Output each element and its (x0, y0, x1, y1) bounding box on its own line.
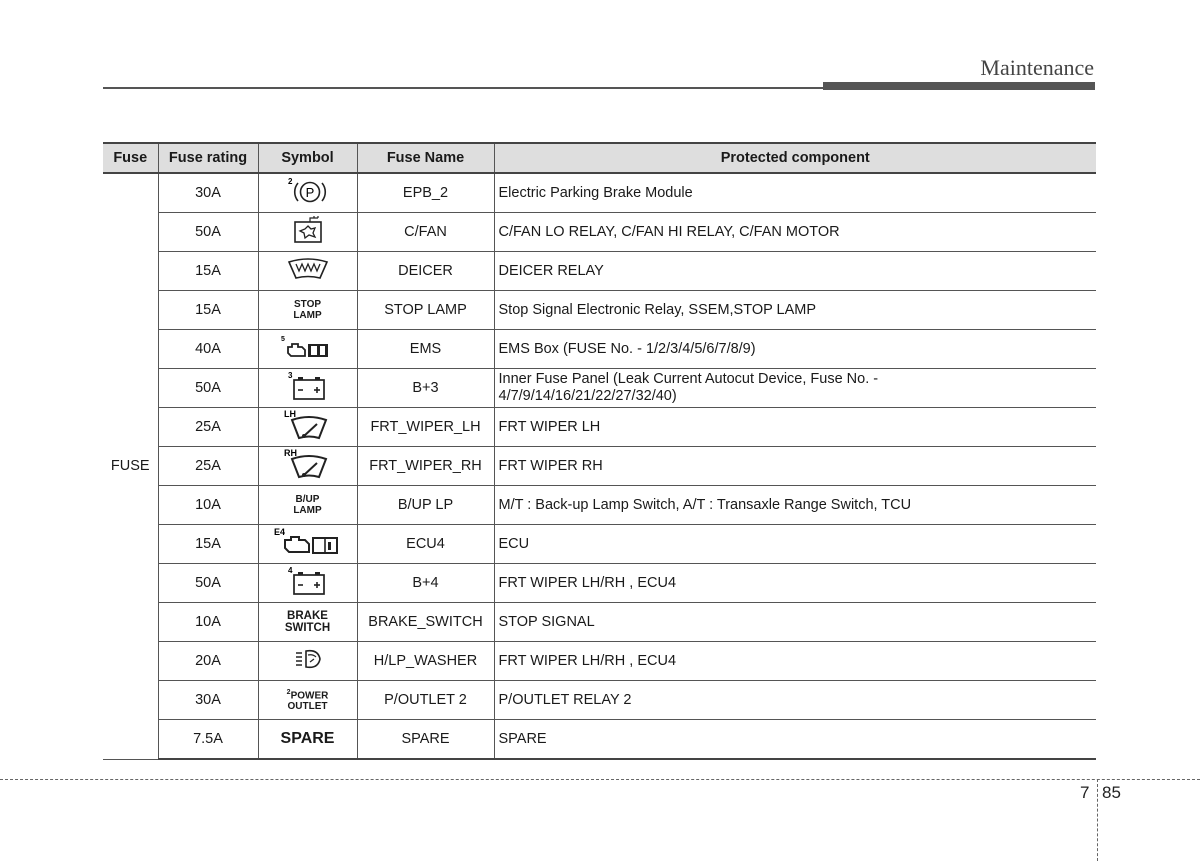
fuse-rating-cell: 20A (158, 642, 258, 681)
protected-component-cell: Stop Signal Electronic Relay, SSEM,STOP LAMP (494, 291, 1096, 330)
fuse-symbol-cell (258, 252, 357, 291)
fuse-symbol-cell (258, 486, 357, 525)
table-row (103, 564, 1096, 603)
fuse-rating-cell: 50A (158, 564, 258, 603)
table-row (103, 681, 1096, 720)
col-header-name: Fuse Name (357, 143, 494, 173)
fuse-name-cell: EMS (357, 330, 494, 369)
table-row (103, 213, 1096, 252)
protected-component-cell: ECU (494, 525, 1096, 564)
table-row (103, 447, 1096, 486)
component-line: 4/7/9/14/16/21/22/27/32/40) (498, 388, 677, 404)
protected-component-cell: M/T : Back-up Lamp Switch, A/T : Transaxle Range Switch, TCU (494, 486, 1096, 525)
fuse-rating-cell: 10A (158, 486, 258, 525)
symbol-label-line: SWITCH (284, 621, 331, 634)
fuse-symbol-cell (258, 603, 357, 642)
table-row (103, 291, 1096, 330)
svg-text:4: 4 (287, 566, 292, 575)
wiper-icon (282, 447, 334, 485)
fuse-symbol-cell (258, 173, 357, 213)
col-header-symbol: Symbol (258, 143, 357, 173)
symbol-spare-label: SPARE (280, 730, 335, 747)
table-row (103, 603, 1096, 642)
symbol-label-line: LAMP (293, 309, 322, 321)
fuse-rating-cell: 15A (158, 252, 258, 291)
parking-brake-icon (284, 175, 332, 211)
fuse-name-cell: STOP LAMP (357, 291, 494, 330)
fuse-symbol-cell (258, 330, 357, 369)
fuse-table (103, 142, 1096, 760)
fuse-name-cell: P/OUTLET 2 (357, 681, 494, 720)
protected-component-cell: SPARE (494, 720, 1096, 760)
col-header-component: Protected component (494, 143, 1096, 173)
symbol-text-label (293, 299, 321, 321)
symbol-label-line: STOP (293, 298, 322, 310)
page-divider (0, 779, 1200, 780)
fuse-symbol-cell (258, 564, 357, 603)
protected-component-cell: FRT WIPER LH/RH , ECU4 (494, 642, 1096, 681)
table-row (103, 408, 1096, 447)
protected-component-cell: DEICER RELAY (494, 252, 1096, 291)
fuse-symbol-cell (258, 291, 357, 330)
fuse-symbol-cell (258, 369, 357, 408)
symbol-text-label (293, 494, 321, 516)
symbol-label-line: BRAKE (287, 609, 328, 622)
table-row (103, 525, 1096, 564)
symbol-label-line: B/UP (295, 493, 320, 505)
fuse-name-cell: DEICER (357, 252, 494, 291)
chapter-number: 7 (1080, 783, 1090, 802)
engine-manual-icon (280, 331, 336, 367)
fuse-group-cell: FUSE (103, 173, 158, 759)
table-row (103, 369, 1096, 408)
fuse-name-cell: B+4 (357, 564, 494, 603)
fuse-symbol-cell (258, 720, 357, 760)
fuse-name-cell: B+3 (357, 369, 494, 408)
section-title: Maintenance (980, 55, 1094, 80)
svg-text:LH: LH (283, 409, 296, 419)
table-row (103, 173, 1096, 213)
svg-text:2: 2 (287, 177, 292, 186)
symbol-label-line: LAMP (293, 504, 322, 516)
svg-text:RH: RH (283, 448, 297, 458)
symbol-label-line: POWER (290, 690, 329, 702)
col-header-fuse: Fuse (103, 143, 158, 173)
headlamp-washer-icon (288, 644, 328, 678)
fuse-name-cell: FRT_WIPER_LH (357, 408, 494, 447)
svg-text:E4: E4 (273, 527, 285, 537)
fuse-rating-cell: 15A (158, 525, 258, 564)
battery-icon (285, 369, 331, 407)
fuse-symbol-cell (258, 642, 357, 681)
fuse-rating-cell: 30A (158, 173, 258, 213)
symbol-label-line: OUTLET (287, 701, 328, 713)
fuse-rating-cell: 50A (158, 213, 258, 252)
table-row (103, 330, 1096, 369)
svg-text:3: 3 (287, 371, 292, 380)
wiper-icon (282, 408, 334, 446)
fuse-name-cell: H/LP_WASHER (357, 642, 494, 681)
engine-manual-icon (273, 526, 343, 562)
svg-text:P: P (305, 185, 314, 200)
fuse-rating-cell: 50A (158, 369, 258, 408)
protected-component-cell: FRT WIPER LH/RH , ECU4 (494, 564, 1096, 603)
cooling-fan-icon (288, 214, 328, 250)
fuse-symbol-cell (258, 447, 357, 486)
battery-icon (285, 564, 331, 602)
header-rule (103, 87, 1095, 89)
symbol-text-label (285, 610, 330, 634)
protected-component-cell (494, 369, 1096, 408)
fuse-rating-cell: 7.5A (158, 720, 258, 760)
fuse-rating-cell: 30A (158, 681, 258, 720)
svg-text:5: 5 (280, 336, 285, 343)
fuse-symbol-cell (258, 681, 357, 720)
fuse-rating-cell: 15A (158, 291, 258, 330)
fuse-rating-cell: 25A (158, 408, 258, 447)
component-line: Inner Fuse Panel (Leak Current Autocut Device, Fuse No. - (498, 371, 879, 387)
fuse-rating-cell: 10A (158, 603, 258, 642)
protected-component-cell: FRT WIPER RH (494, 447, 1096, 486)
col-header-rating: Fuse rating (158, 143, 258, 173)
page-number: 85 (1102, 783, 1121, 802)
fuse-symbol-cell (258, 213, 357, 252)
symbol-superscript: 2 (286, 688, 291, 696)
fuse-name-cell: BRAKE_SWITCH (357, 603, 494, 642)
protected-component-cell: STOP SIGNAL (494, 603, 1096, 642)
table-row (103, 252, 1096, 291)
fuse-name-cell: B/UP LP (357, 486, 494, 525)
protected-component-cell: FRT WIPER LH (494, 408, 1096, 447)
fuse-name-cell: FRT_WIPER_RH (357, 447, 494, 486)
fuse-name-cell: C/FAN (357, 213, 494, 252)
fuse-symbol-cell (258, 525, 357, 564)
page-divider-vertical (1097, 779, 1098, 861)
fuse-rating-cell: 25A (158, 447, 258, 486)
table-header-row (103, 143, 1096, 173)
table-row (103, 486, 1096, 525)
protected-component-cell: C/FAN LO RELAY, C/FAN HI RELAY, C/FAN MOTOR (494, 213, 1096, 252)
protected-component-cell: P/OUTLET RELAY 2 (494, 681, 1096, 720)
protected-component-cell: Electric Parking Brake Module (494, 173, 1096, 213)
symbol-text-label (287, 687, 329, 712)
fuse-symbol-cell (258, 408, 357, 447)
fuse-name-cell: ECU4 (357, 525, 494, 564)
fuse-name-cell: SPARE (357, 720, 494, 760)
fuse-rating-cell: 40A (158, 330, 258, 369)
deicer-icon (284, 254, 332, 288)
fuse-name-cell: EPB_2 (357, 173, 494, 213)
table-row (103, 642, 1096, 681)
table-row (103, 720, 1096, 760)
protected-component-cell: EMS Box (FUSE No. - 1/2/3/4/5/6/7/8/9) (494, 330, 1096, 369)
